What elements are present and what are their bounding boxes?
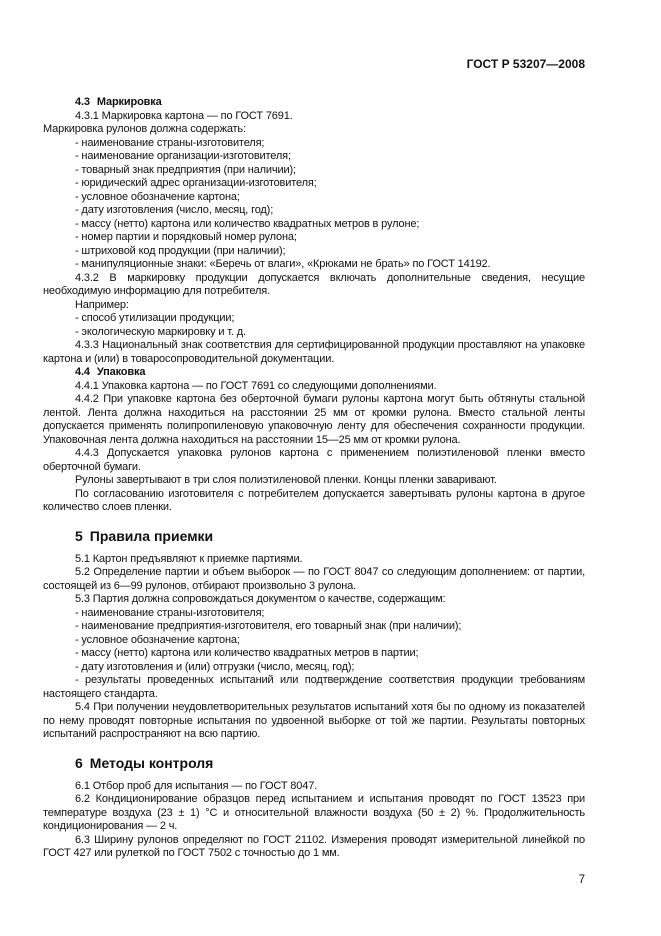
paragraph: 4.3.1 Маркировка картона — по ГОСТ 7691.: [75, 109, 293, 122]
paragraph: 4.4.2 При упаковке картона без оберточной бумаги рулоны картона могут быть обтянуты стальной лентой. Лента должна находиться на расстоянии 25 мм от кромки рулона. Вместо стальной ленты допускается применять полипропиленовую упаковочную ленту для обеспечения сохранности продукции. Упаковочная лента должна находиться на расстоянии 15—25 мм от кромки рулона.: [43, 393, 585, 446]
list-item: - манипуляционные знаки: «Беречь от влаги», «Крюками не брать» по ГОСТ 14192.: [75, 258, 491, 270]
paragraph: 5.2 Определение партии и объем выборок — по ГОСТ 8047 со следующим дополнением: от партии, состоящей из 6—99 рулонов, отбирают произвольно 3 рулона.: [43, 566, 585, 592]
page-number: 7: [578, 873, 585, 886]
paragraph: 5.3 Партия должна сопровождаться документом о качестве, содержащим:: [75, 593, 446, 605]
section-heading: [43, 755, 585, 772]
subsection-heading: [43, 96, 585, 110]
list-item: - наименование страны-изготовителя;: [75, 606, 265, 619]
paragraph: 4.4.1 Упаковка картона — по ГОСТ 7691 со следующими дополнениями.: [75, 379, 437, 392]
list-item: - условное обозначение картона;: [75, 633, 240, 646]
list-item: - наименование предприятия-изготовителя, его товарный знак (при наличии);: [75, 620, 462, 632]
paragraph: 6.2 Кондиционирование образцов перед испытанием и испытания проводят по ГОСТ 13523 при температуре воздуха (23 ± 1) °С и относительной влажности воздуха (50 ± 2) %. Продолжительность кондиционирования — 2 ч.: [43, 793, 585, 832]
subsection-number: 4.3: [75, 96, 90, 108]
list-item: - результаты проведенных испытаний или подтверждение соответствия продукции требованиям настоящего стандарта.: [43, 674, 585, 700]
section-title: Правила приемки: [89, 527, 214, 544]
list-item: - экологическую маркировку и т. д.: [75, 325, 246, 338]
list-item: - номер партии и порядковый номер рулона;: [75, 231, 297, 243]
paragraph: 4.3.2 В маркировку продукции допускается включать дополнительные сведения, несущие необходимую информацию для потребителя.: [43, 271, 585, 297]
paragraph: 6.1 Отбор проб для испытания — по ГОСТ 8047.: [75, 779, 318, 792]
subsection-title: Упаковка: [96, 366, 146, 378]
subsection-heading: [43, 366, 585, 380]
list-item: - условное обозначение картона;: [75, 190, 240, 203]
section-number: 5: [75, 527, 83, 544]
list-item: - способ утилизации продукции;: [75, 312, 235, 324]
list-item: - дату изготовления (число, месяц, год);: [75, 204, 274, 216]
paragraph: Рулоны завертывают в три слоя полиэтиленовой пленки. Концы пленки заваривают.: [75, 474, 497, 486]
paragraph: 5.1 Картон предъявляют к приемке партиями.: [75, 552, 303, 565]
document-body: [43, 96, 585, 861]
list-item: - наименование организации-изготовителя;: [75, 150, 291, 162]
list-item: - юридический адрес организации-изготовителя;: [75, 177, 317, 189]
paragraph: 4.3.3 Национальный знак соответствия для сертифицированной продукции проставляют на упаковке картона и (или) в товаросопроводительной документации.: [43, 339, 585, 365]
subsection-number: 4.4: [75, 366, 90, 378]
section-title: Методы контроля: [89, 754, 214, 771]
list-item: - товарный знак предприятия (при наличии);: [75, 163, 296, 176]
section-number: 6: [75, 754, 83, 771]
section-heading: [43, 528, 585, 545]
paragraph: 4.4.3 Допускается упаковка рулонов картона с применением полиэтиленовой пленки вместо оберточной бумаги.: [43, 447, 585, 473]
subsection-title: Маркировка: [96, 96, 162, 108]
paragraph: 5.4 При получении неудовлетворительных результатов испытаний хотя бы по одному из показателей по нему проводят повторные испытания по удвоенной выборке от той же партии. Результаты повторных испытаний распространяют на всю партию.: [43, 701, 585, 740]
list-item: - дату изготовления и (или) отгрузки (число, месяц, год);: [75, 660, 355, 673]
paragraph: 6.3 Ширину рулонов определяют по ГОСТ 21102. Измерения проводят измерительной линейкой по ГОСТ 427 или рулеткой по ГОСТ 7502 с точностью до 1 мм.: [43, 833, 585, 859]
list-item: - массу (нетто) картона или количество квадратных метров в партии;: [75, 647, 419, 659]
list-item: - наименование страны-изготовителя;: [75, 136, 265, 149]
doc-number: ГОСТ Р 53207—2008: [466, 57, 585, 71]
paragraph: Например:: [75, 298, 129, 311]
paragraph: Маркировка рулонов должна содержать:: [43, 123, 246, 135]
list-item: - штриховой код продукции (при наличии);: [75, 244, 286, 257]
list-item: - массу (нетто) картона или количество квадратных метров в рулоне;: [75, 217, 420, 230]
paragraph: По согласованию изготовителя с потребителем допускается завертывать рулоны картона в другое количество слоев пленки.: [43, 487, 585, 513]
